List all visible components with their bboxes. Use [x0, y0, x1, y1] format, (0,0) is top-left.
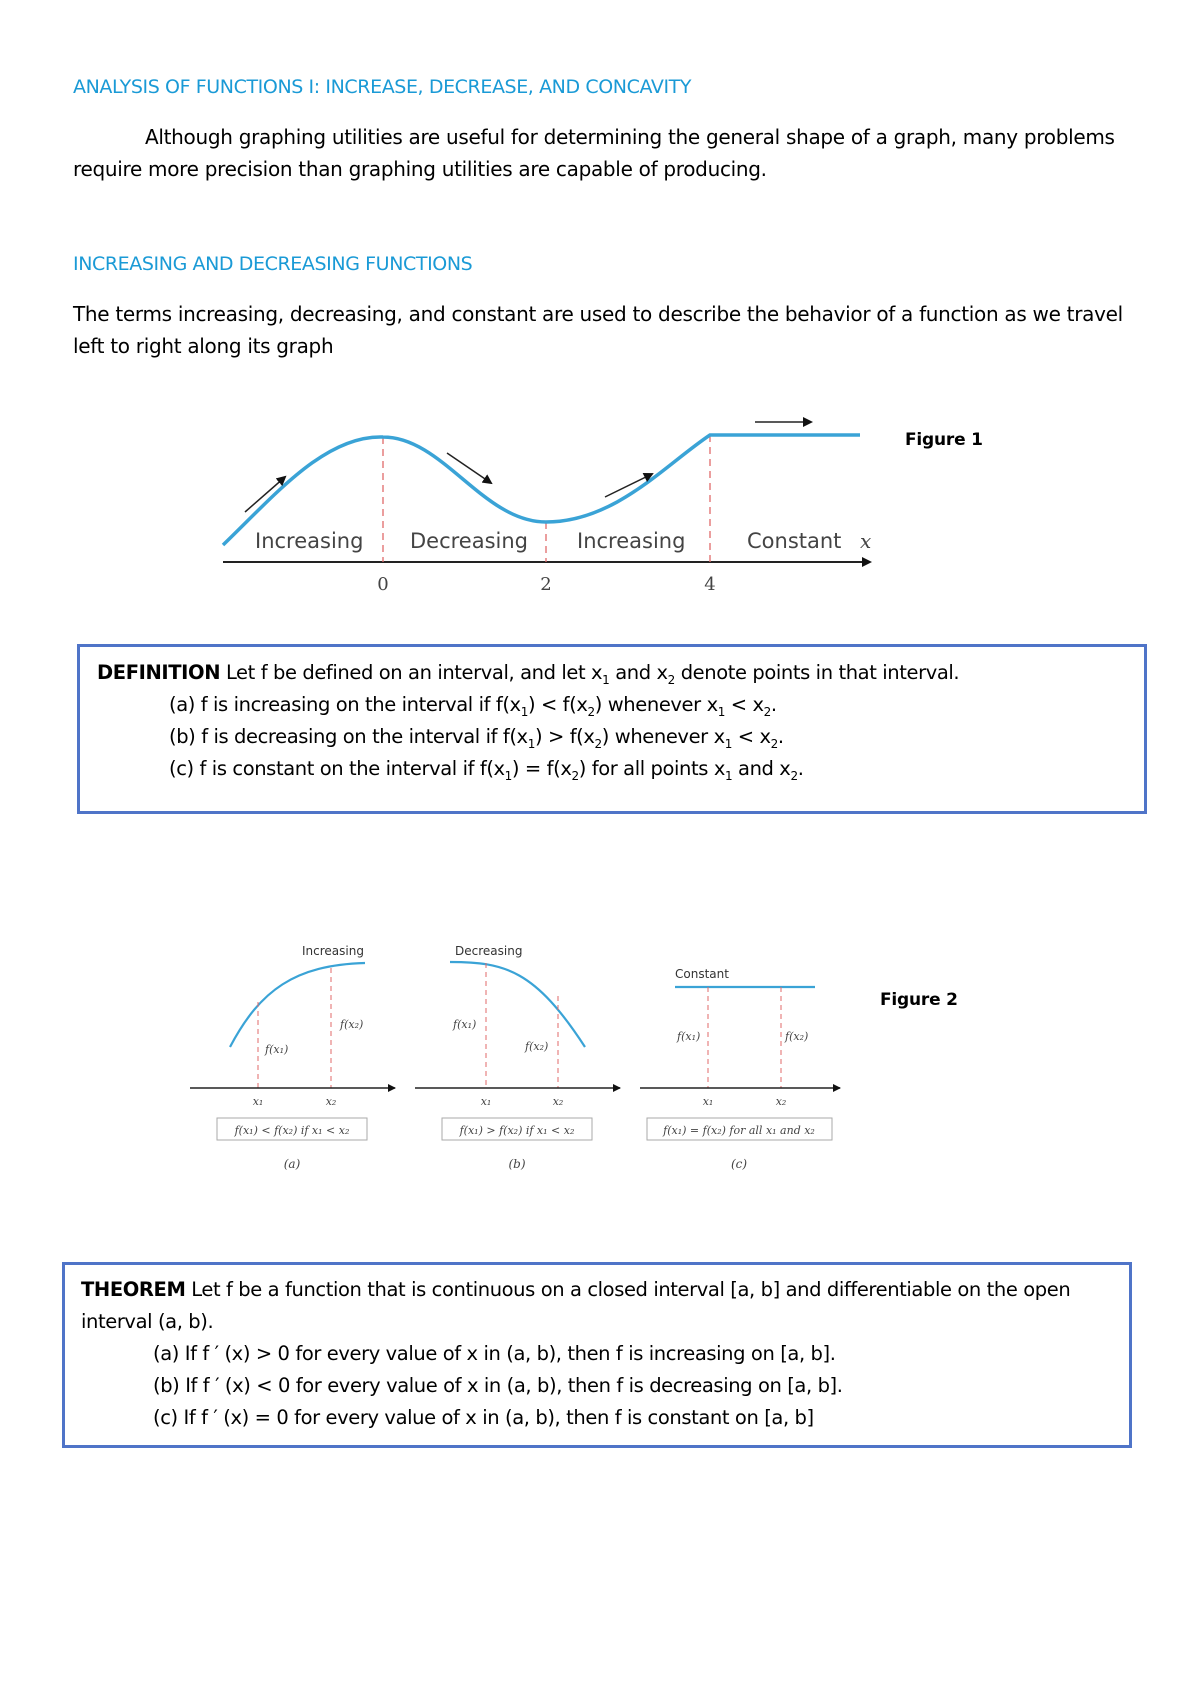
intro-text: Although graphing utilities are useful for determining the general shape of a graph, many problems require more precision than graphing utilities are capable of producing.	[73, 125, 1115, 181]
panel-a-fx1: f(x₁)	[265, 1043, 289, 1056]
figure-1-label: Figure 1	[905, 430, 983, 450]
theorem-item-a: (a) If f ′ (x) > 0 for every value of x in (a, b), then f is increasing on [a, b].	[153, 1342, 836, 1365]
definition-keyword: DEFINITION	[97, 661, 221, 684]
panel-a-letter: (a)	[283, 1157, 301, 1171]
panel-b-fx1: f(x₁)	[453, 1018, 477, 1031]
figure-2-graphs	[185, 940, 865, 1180]
panel-b-curve	[450, 962, 585, 1047]
x-axis-label: x	[860, 529, 872, 553]
page-title: ANALYSIS OF FUNCTIONS I: INCREASE, DECREASE, AND CONCAVITY	[73, 76, 692, 98]
panel-c-fx1: f(x₁)	[677, 1030, 701, 1043]
panel-a-curve	[230, 963, 365, 1047]
panel-b	[415, 944, 620, 1171]
panel-a-caption: f(x₁) < f(x₂) if x₁ < x₂	[234, 1124, 350, 1137]
region-label-increasing-2: Increasing	[577, 529, 686, 553]
panel-c-x2: x₂	[775, 1095, 787, 1108]
theorem-item-c: (c) If f ′ (x) = 0 for every value of x in (a, b), then f is constant on [a, b]	[153, 1406, 814, 1429]
theorem-box	[62, 1262, 1132, 1448]
panel-c-title: Constant	[675, 967, 729, 981]
section-paragraph: The terms increasing, decreasing, and constant are used to describe the behavior of a function as we travel left to right along its graph	[73, 302, 1123, 358]
region-label-decreasing: Decreasing	[410, 529, 529, 553]
panel-c-fx2: f(x₂)	[785, 1030, 809, 1043]
panel-a	[190, 944, 395, 1171]
panel-c	[640, 967, 840, 1171]
panel-b-title: Decreasing	[455, 944, 523, 958]
panel-c-letter: (c)	[730, 1157, 748, 1171]
figure-2-label: Figure 2	[880, 990, 958, 1010]
increasing-arrow-1	[245, 477, 285, 512]
theorem-item-b: (b) If f ′ (x) < 0 for every value of x in (a, b), then f is decreasing on [a, b].	[153, 1374, 843, 1397]
panel-a-title: Increasing	[302, 944, 364, 958]
panel-b-letter: (b)	[508, 1157, 526, 1171]
theorem-keyword: THEOREM	[81, 1278, 186, 1301]
panel-c-caption: f(x₁) = f(x₂) for all x₁ and x₂	[663, 1124, 815, 1137]
theorem-intro-2: interval (a, b).	[81, 1310, 214, 1333]
theorem-intro-1: THEOREM Let f be a function that is continuous on a closed interval [a, b] and differentiable on the open	[81, 1278, 1071, 1301]
panel-b-x2: x₂	[552, 1095, 564, 1108]
definition-item-b: (b) f is decreasing on the interval if $f(x_1) > f(x_2)$ whenever $x_1 < x_2$.	[169, 725, 784, 751]
section-heading: INCREASING AND DECREASING FUNCTIONS	[73, 253, 473, 275]
decreasing-arrow	[447, 453, 491, 483]
tick-label-4: 4	[704, 574, 716, 595]
intro-paragraph	[73, 121, 1133, 185]
panel-a-x1: x₁	[252, 1095, 264, 1108]
panel-b-x1: x₁	[480, 1095, 492, 1108]
tick-label-2: 2	[540, 574, 552, 595]
figure-1-graph	[215, 410, 885, 600]
region-label-constant: Constant	[747, 529, 842, 553]
definition-box	[77, 644, 1147, 814]
definition-item-c: (c) f is constant on the interval if $f(x_1) = f(x_2)$ for all points $x_1$ and $x_2$.	[169, 757, 804, 783]
region-label-increasing-1: Increasing	[255, 529, 364, 553]
panel-b-caption: f(x₁) > f(x₂) if x₁ < x₂	[459, 1124, 575, 1137]
definition-item-a: (a) f is increasing on the interval if $f(x_1) < f(x_2)$ whenever $x_1 < x_2$.	[169, 693, 777, 719]
panel-a-x2: x₂	[325, 1095, 337, 1108]
tick-label-0: 0	[377, 574, 389, 595]
panel-b-fx2: f(x₂)	[525, 1040, 549, 1053]
panel-c-x1: x₁	[702, 1095, 714, 1108]
panel-a-fx2: f(x₂)	[340, 1018, 364, 1031]
definition-intro: DEFINITION Let f be defined on an interval, and let $x_1$ and $x_2$ denote points in that interval.	[97, 661, 960, 687]
